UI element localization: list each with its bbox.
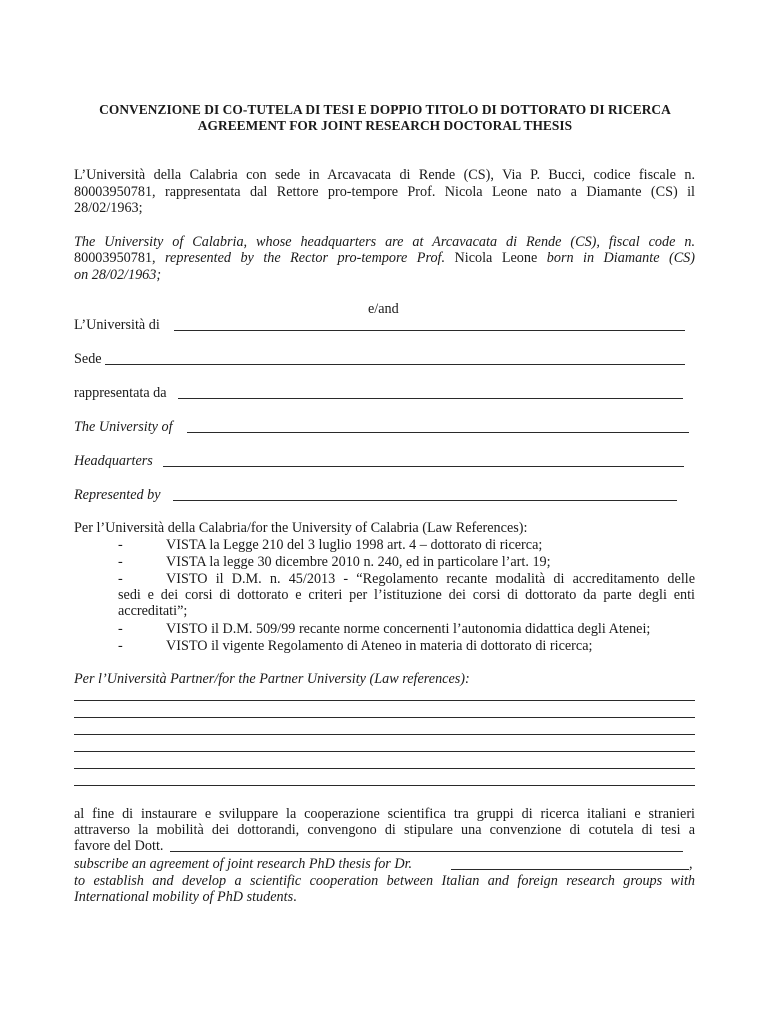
fiscal-code: 80003950781, [74, 250, 156, 266]
law-ref-item-5: VISTO il vigente Regolamento di Ateneo in materia di dottorato di ricerca; [166, 638, 593, 654]
field-sede-line[interactable] [105, 364, 685, 365]
field-universita-label: L’Università di [74, 317, 160, 333]
bullet-dash: - [118, 571, 123, 587]
law-ref-item-1: VISTA la Legge 210 del 3 luglio 1998 art. 4 – dottorato di ricerca; [166, 537, 543, 553]
rector-name: Nicola Leone [445, 250, 538, 266]
bullet-dash: - [118, 537, 123, 553]
law-ref-item-4: VISTO il D.M. 509/99 recante norme concernenti l’autonomia didattica degli Atenei; [166, 621, 651, 637]
purpose-it-line-2: attraverso la mobilità dei dottorandi, convengono di stipulare una convenzione di cotutela di tesi a [74, 822, 695, 838]
field-represented-by-line[interactable] [173, 500, 677, 501]
party-it-line-3: 28/02/1963; [74, 200, 143, 216]
law-ref-item-2: VISTA la legge 30 dicembre 2010 n. 240, ed in particolare l’art. 19; [166, 554, 551, 570]
title-line-1: CONVENZIONE DI CO-TUTELA DI TESI E DOPPIO TITOLO DI DOTTORATO DI RICERCA [99, 102, 671, 117]
partner-ref-line[interactable] [74, 700, 695, 701]
field-represented-by-label: Represented by [74, 487, 161, 503]
party-en-line-1: The University of Calabria, whose headquarters are at Arcavacata di Rende (CS), fiscal code n. [74, 234, 695, 250]
title-line-2: AGREEMENT FOR JOINT RESEARCH DOCTORAL THESIS [197, 118, 573, 133]
conjunction: e/and [368, 301, 399, 317]
partner-ref-line[interactable] [74, 768, 695, 769]
purpose-en-line-3: International mobility of PhD students [74, 889, 294, 905]
party-en-line-2 [74, 250, 695, 266]
bullet-dash: - [118, 638, 123, 654]
born-in-text: born in Diamante (CS) [537, 250, 696, 266]
represented-by-text: represented by the Rector pro-tempore Prof. [155, 250, 446, 266]
candidate-name-line[interactable] [170, 851, 683, 852]
bullet-dash: - [118, 554, 123, 570]
field-university-of-label: The University of [74, 419, 173, 435]
purpose-en-line-2: to establish and develop a scientific cooperation between Italian and foreign research groups with [74, 873, 695, 889]
bullet-dash: - [118, 621, 123, 637]
purpose-en-line-3-wrap [74, 889, 297, 905]
partner-refs-heading: Per l’Università Partner/for the Partner University (Law references): [74, 671, 470, 687]
purpose-it-line-3: favore del Dott. [74, 838, 164, 854]
field-university-of-line[interactable] [187, 432, 689, 433]
purpose-it-line-1: al fine di instaurare e sviluppare la cooperazione scientifica tra gruppi di ricerca italiani e stranieri [74, 806, 695, 822]
partner-ref-line[interactable] [74, 785, 695, 786]
field-rappresentata-line[interactable] [178, 398, 683, 399]
law-ref-item-3-line-3: accreditati”; [118, 603, 188, 619]
partner-ref-line[interactable] [74, 751, 695, 752]
purpose-en-line-1: subscribe an agreement of joint research PhD thesis for Dr. [74, 856, 413, 872]
purpose-en-line-3-end: . [293, 889, 297, 905]
party-en-line-3: on 28/02/1963; [74, 267, 162, 283]
partner-ref-line[interactable] [74, 734, 695, 735]
party-it-line-2: 80003950781, rappresentata dal Rettore pro-tempore Prof. Nicola Leone nato a Diamante (CS) il [74, 184, 695, 200]
candidate-name-en-line[interactable] [451, 869, 689, 870]
purpose-en-line-1-end: , [689, 856, 693, 872]
field-sede-label: Sede [74, 351, 102, 367]
partner-ref-line[interactable] [74, 717, 695, 718]
law-ref-item-3-line-1: VISTO il D.M. n. 45/2013 - “Regolamento recante modalità di accreditamento delle [166, 571, 695, 587]
field-headquarters-line[interactable] [163, 466, 684, 467]
field-rappresentata-label: rappresentata da [74, 385, 167, 401]
law-ref-item-3-line-2: sedi e dei corsi di dottorato e criteri per l’istituzione dei corsi di dottorato da parte degli enti [118, 587, 695, 603]
field-headquarters-label: Headquarters [74, 453, 153, 469]
party-it-line-1: L’Università della Calabria con sede in Arcavacata di Rende (CS), Via P. Bucci, codice fiscale n. [74, 167, 695, 183]
law-refs-heading: Per l’Università della Calabria/for the University of Calabria (Law References): [74, 520, 528, 536]
field-universita-line[interactable] [174, 330, 685, 331]
